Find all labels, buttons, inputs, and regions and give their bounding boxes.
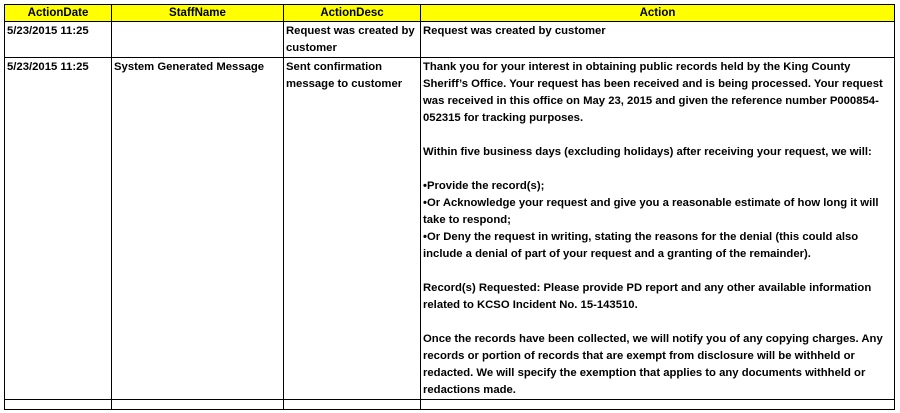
action-paragraph: Record(s) Requested: Please provide PD report and any other available information related to KCSO Incident No. 15-143510. [423,282,872,311]
action-cell [421,22,895,58]
table-row [5,22,895,58]
action-date-cell: 5/23/2015 11:25 [5,22,112,58]
table-row [5,400,895,410]
header-row [5,5,895,22]
action-paragraph: Once the records have been collected, we will notify you of any copying charges. Any records or portion of records that are exempt from disclosure will be withheld or redacted. We will specify the exemption that applies to any documents withheld or redactions made. [423,333,883,396]
header-staff-name: StaffName [112,5,284,22]
header-action: Action [421,5,895,22]
empty-cell [421,400,895,410]
action-date-cell: 5/23/2015 11:25 [5,58,112,400]
action-paragraph: Request was created by customer [423,25,606,37]
header-action-desc: ActionDesc [284,5,421,22]
action-desc-cell: Request was created by customer [284,22,421,58]
action-log-table [4,4,895,410]
header-action-date: ActionDate [5,5,112,22]
action-cell [421,58,895,400]
staff-name-cell: System Generated Message [112,58,284,400]
action-paragraph: Thank you for your interest in obtaining public records held by the King County Sheriff’s Office. Your request has been received and is being processed. Your request was received in this office on May 23, 2015 and given the reference number P000854-052315 for tracking purposes. [423,61,883,124]
empty-cell [284,400,421,410]
empty-cell [112,400,284,410]
action-desc-cell: Sent confirmation message to customer [284,58,421,400]
staff-name-cell [112,22,284,58]
action-bullet-list: •Provide the record(s); •Or Acknowledge your request and give you a reasonable estimate of how long it will take to respond; •Or Deny the request in writing, stating the reasons for the denial (this could also include a denial of part of your request and a granting of the remainder). [423,180,879,260]
empty-cell [5,400,112,410]
table-row [5,58,895,400]
action-paragraph: Within five business days (excluding holidays) after receiving your request, we will: [423,146,872,158]
